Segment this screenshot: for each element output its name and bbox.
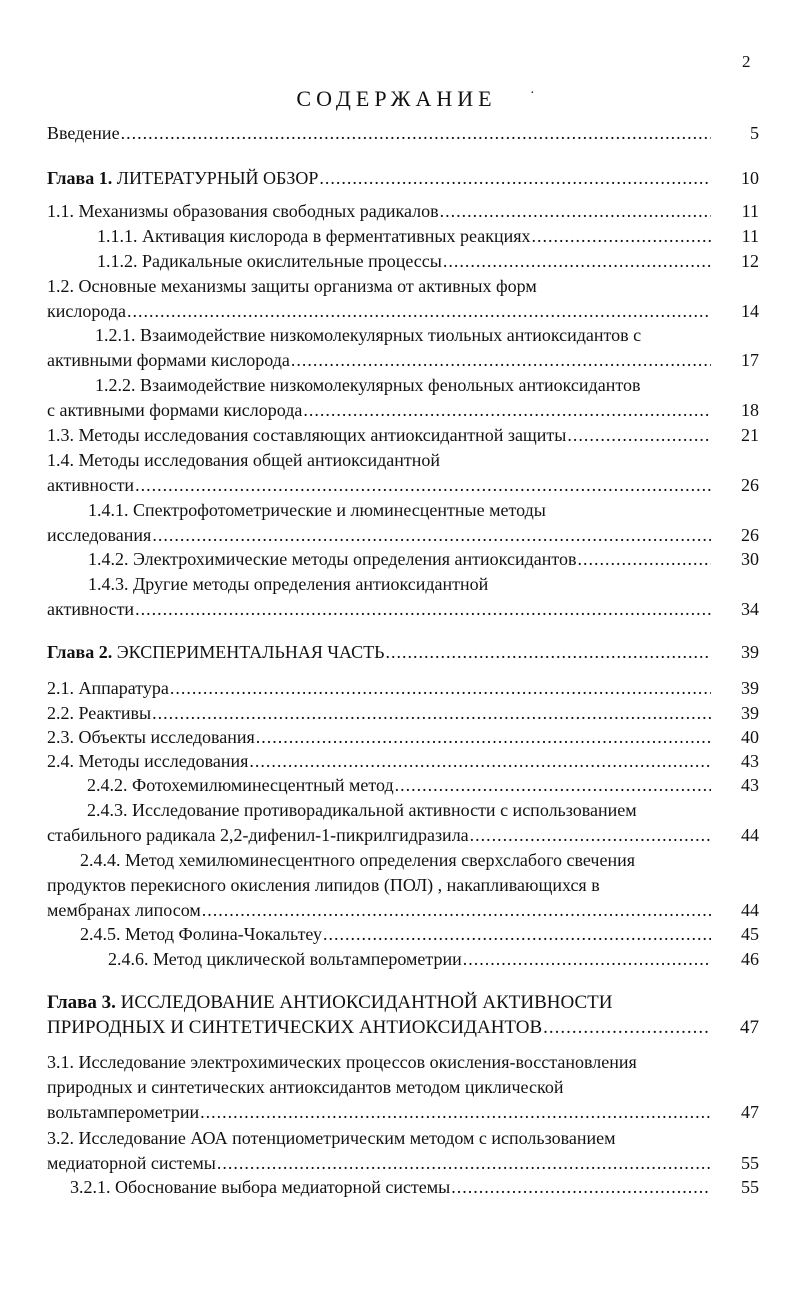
toc-entry-3-1[interactable]: 3.1. Исследование электрохимических процессов окисления-восстановления природных и синтетических антиоксидантов методом циклической вольтамперометрии ..... 47 [47, 1050, 759, 1125]
toc-entry-1-2-1[interactable]: 1.2.1. Взаимодействие низкомолекулярных тиольных антиоксидантов с активными формами кислорода ..... 17 [47, 323, 759, 373]
toc-entry-1-4-1[interactable]: 1.4.1. Спектрофотометрические и люминесцентные методы исследования ..... 26 [47, 498, 759, 548]
toc-entry-1-4-3[interactable]: 1.4.3. Другие методы определения антиоксидантной активности ..... 34 [47, 572, 759, 622]
toc-entry-2-2[interactable]: 2.2. Реактивы ..... 39 [47, 701, 759, 726]
toc-entry-2-3[interactable]: 2.3. Объекты исследования ..... 40 [47, 725, 759, 750]
toc-entry-2-4-2[interactable]: 2.4.2. Фотохемилюминесцентный метод ..... 43 [47, 773, 759, 798]
toc-entry-1-2-2[interactable]: 1.2.2. Взаимодействие низкомолекулярных фенольных антиоксидантов с активными формами кислорода ..... 18 [47, 373, 759, 423]
toc-entry-1-1-1[interactable]: 1.1.1. Активация кислорода в ферментативных реакциях ..... 11 [47, 224, 759, 249]
title-dot: · [530, 86, 540, 101]
toc-entry-1-4-2[interactable]: 1.4.2. Электрохимические методы определения антиоксидантов ..... 30 [47, 547, 759, 572]
toc-chapter-2[interactable]: Глава 2. ЭКСПЕРИМЕНТАЛЬНАЯ ЧАСТЬ ..... 39 [47, 640, 759, 665]
toc-entry-3-2[interactable]: 3.2. Исследование АОА потенциометрическим методом с использованием медиаторной системы ..... 55 [47, 1126, 759, 1176]
page-number: 2 [742, 52, 751, 71]
toc-entry-2-4-3[interactable]: 2.4.3. Исследование противорадикальной активности с использованием стабильного радикала 2,2-дифенил-1-пикрилгидразила ..... 44 [47, 798, 759, 848]
chapter-label: Глава 1. [47, 168, 113, 188]
toc-entry-1-3[interactable]: 1.3. Методы исследования составляющих антиоксидантной защиты ..... 21 [47, 423, 759, 448]
toc-entry-1-4[interactable]: 1.4. Методы исследования общей антиоксидантной активности ..... 26 [47, 448, 759, 498]
toc-entry-2-4-4[interactable]: 2.4.4. Метод хемилюминесцентного определения сверхслабого свечения продуктов перекисного окисления липидов (ПОЛ) , накапливающихся в мембранах липосом ..... 44 [47, 848, 759, 923]
toc-entry-1-2[interactable]: 1.2. Основные механизмы защиты организма от активных форм кислорода ..... 14 [47, 274, 759, 324]
toc-entry-1-1-2[interactable]: 1.1.2. Радикальные окислительные процессы ..... 12 [47, 249, 759, 274]
toc-entry-3-2-1[interactable]: 3.2.1. Обоснование выбора медиаторной системы ..... 55 [47, 1175, 759, 1200]
toc-chapter-3[interactable]: Глава 3. ИССЛЕДОВАНИЕ АНТИОКСИДАНТНОЙ АКТИВНОСТИ ПРИРОДНЫХ И СИНТЕТИЧЕСКИХ АНТИОКСИДАНТОВ ..... 47 [47, 990, 759, 1040]
chapter-label: Глава 2. [47, 642, 113, 662]
toc-entry-introduction[interactable]: Введение ..... 5 [47, 121, 759, 146]
chapter-label: Глава 3. [47, 992, 116, 1013]
title-text: СОДЕРЖАНИЕ [296, 86, 497, 111]
toc-entry-2-1[interactable]: 2.1. Аппаратура ..... 39 [47, 676, 759, 701]
page-title [0, 86, 793, 112]
toc-entry-2-4-6[interactable]: 2.4.6. Метод циклической вольтамперометрии ..... 46 [47, 947, 759, 972]
toc-entry-1-1[interactable]: 1.1. Механизмы образования свободных радикалов ..... 11 [47, 199, 759, 224]
toc-entry-2-4-5[interactable]: 2.4.5. Метод Фолина-Чокальтеу ..... 45 [47, 922, 759, 947]
toc-entry-2-4[interactable]: 2.4. Методы исследования ..... 43 [47, 749, 759, 774]
toc-chapter-1[interactable]: Глава 1. ЛИТЕРАТУРНЫЙ ОБЗОР ..... 10 [47, 166, 759, 191]
